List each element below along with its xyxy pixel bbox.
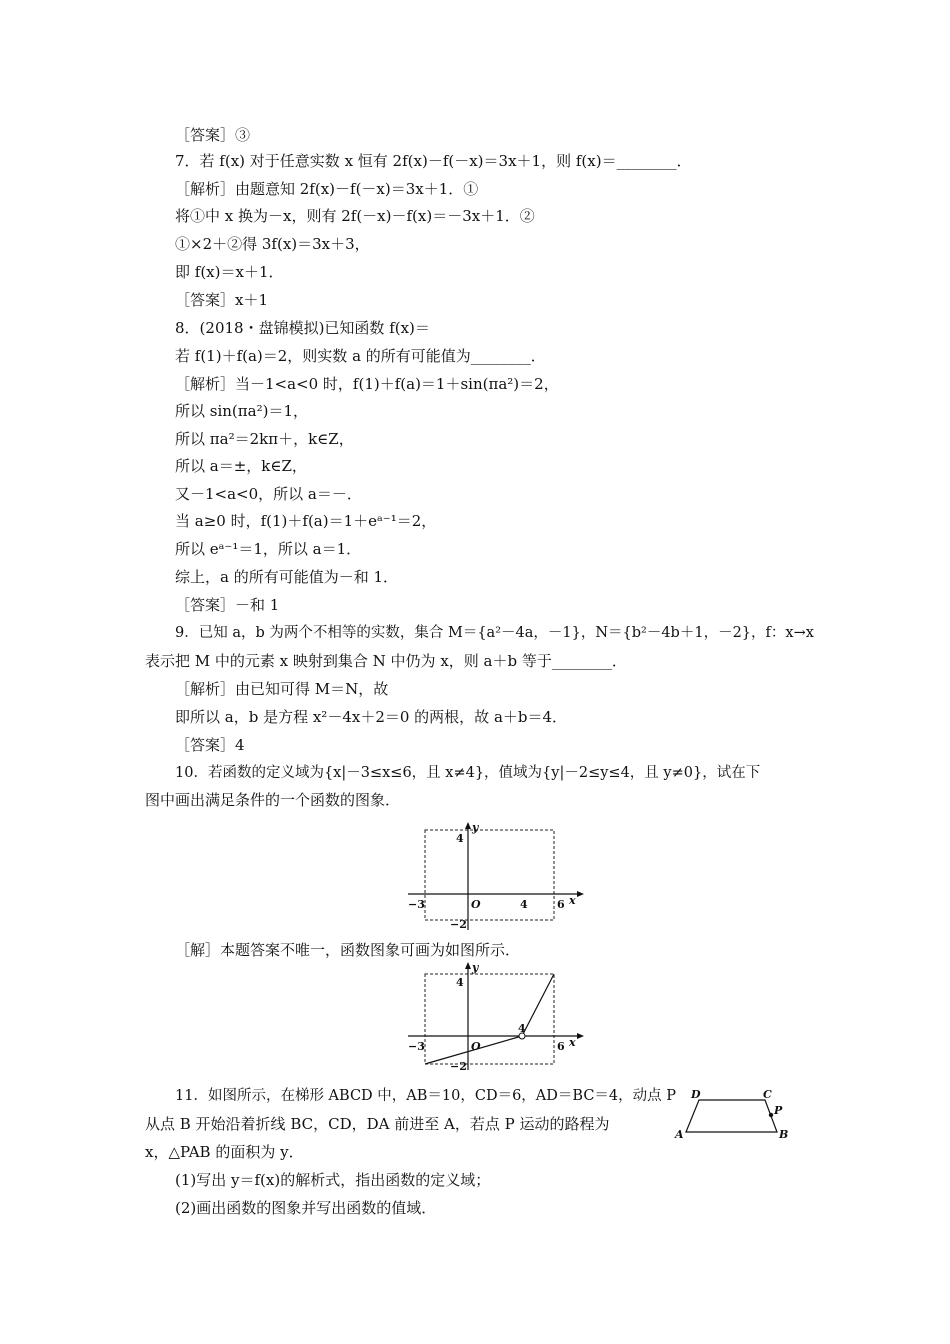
x-axis-label: x (569, 894, 576, 907)
domain-range-box (425, 974, 554, 1064)
y-axis-arrow (465, 962, 471, 969)
question-11-part2: (2)画出函数的图象并写出函数的值域． (175, 1199, 437, 1217)
question-9-line2: 表示把 M 中的元素 x 映射到集合 N 中仍为 x，则 a＋b 等于________． (145, 652, 627, 670)
solution-10: ［解］本题答案不唯一，函数图象可画为如图所示． (175, 941, 521, 959)
analysis-8-line7: 所以 eᵃ⁻¹＝1，所以 a＝1． (175, 540, 362, 558)
analysis-8-line5: 又－1<a<0，所以 a＝－． (175, 485, 362, 503)
question-7: 7．若 f(x) 对于任意实数 x 恒有 2f(x)－f(－x)＝3x＋1，则 f(x)＝________． (175, 152, 692, 170)
blank-coordinate-graph (400, 822, 590, 932)
x-axis-arrow (577, 891, 584, 897)
solution-function-graph (400, 962, 590, 1072)
analysis-8-line3: 所以 πa²＝2kπ＋，k∈Z， (175, 430, 354, 448)
y-axis-label: y (472, 962, 479, 974)
question-11-part1: (1)写出 y＝f(x)的解析式，指出函数的定义域； (175, 1171, 491, 1189)
analysis-8-line2: 所以 sin(πa²)＝1， (175, 402, 308, 420)
x-tick-6: 6 (557, 898, 565, 911)
domain-range-box (425, 830, 554, 920)
x-axis-arrow (577, 1033, 584, 1039)
question-11-line1: 11．如图所示，在梯形 ABCD 中，AB＝10，CD＝6，AD＝BC＝4，动点 P (175, 1088, 677, 1104)
analysis-7-line4: 即 f(x)＝x＋1． (175, 263, 284, 281)
label-C: C (763, 1088, 772, 1101)
label-A: A (675, 1128, 684, 1141)
answer-9: ［答案］4 (175, 736, 245, 754)
analysis-8-line8: 综上，a 的所有可能值为－和 1． (175, 568, 399, 586)
analysis-7-line3: ①×2＋②得 3f(x)＝3x＋3， (175, 235, 370, 253)
answer-8: ［答案］－和 1 (175, 596, 280, 614)
x-tick-4: 4 (518, 1022, 526, 1035)
label-D: D (691, 1088, 701, 1101)
trapezoid-abcd-figure (672, 1086, 797, 1146)
analysis-7-line2: 将①中 x 换为－x，则有 2f(－x)－f(x)＝－3x＋1．② (175, 207, 535, 225)
question-8-line1: 8．(2018・盘锦模拟)已知函数 f(x)＝ (175, 319, 430, 337)
answer-6: ［答案］③ (175, 126, 251, 144)
question-11-line2: 从点 B 开始沿着折线 BC，CD，DA 前进至 A，若点 P 运动的路程为 (145, 1115, 610, 1133)
analysis-9-line1: ［解析］由已知可得 M＝N，故 (175, 680, 389, 698)
label-P: P (774, 1104, 783, 1117)
x-tick-4: 4 (520, 898, 528, 911)
function-curve (425, 974, 554, 1064)
question-11-line3: x，△PAB 的面积为 y． (145, 1143, 304, 1161)
question-9-line1: 9．已知 a，b 为两个不相等的实数，集合 M＝{a²－4a，－1}，N＝{b²－4b＋1，－2}，f：x→x (175, 625, 814, 641)
origin-label: O (471, 1040, 481, 1053)
trapezoid-shape (686, 1100, 777, 1132)
x-tick-neg3: −3 (408, 898, 425, 911)
y-tick-neg2: −2 (450, 1060, 467, 1072)
x-axis-label: x (569, 1036, 576, 1049)
analysis-8-line4: 所以 a＝±，k∈Z， (175, 457, 307, 475)
analysis-8-line6: 当 a≥0 时，f(1)＋f(a)＝1＋eᵃ⁻¹＝2， (175, 512, 437, 530)
analysis-7-line1: ［解析］由题意知 2f(x)－f(－x)＝3x＋1．① (175, 180, 479, 198)
label-B: B (779, 1128, 789, 1141)
question-8-line2: 若 f(1)＋f(a)＝2，则实数 a 的所有可能值为________． (175, 347, 546, 365)
point-p-marker (769, 1113, 773, 1117)
y-axis-label: y (472, 822, 479, 834)
analysis-8-line1: ［解析］当－1<a<0 时，f(1)＋f(a)＝1＋sin(πa²)＝2， (175, 375, 559, 393)
y-tick-4: 4 (456, 976, 464, 989)
analysis-9-line2: 即所以 a，b 是方程 x²－4x＋2＝0 的两根，故 a＋b＝4． (175, 708, 568, 726)
origin-label: O (471, 898, 481, 911)
question-10-line1: 10．若函数的定义域为{x|－3≤x≤6，且 x≠4}，值域为{y|－2≤y≤4，且 y≠0}，试在下 (175, 765, 761, 781)
y-tick-4: 4 (456, 832, 464, 845)
x-tick-6: 6 (557, 1040, 565, 1053)
question-10-line2: 图中画出满足条件的一个函数的图象． (145, 791, 401, 809)
answer-7: ［答案］x＋1 (175, 291, 269, 309)
y-axis-arrow (465, 822, 471, 829)
y-tick-neg2: −2 (450, 918, 467, 931)
x-tick-neg3: −3 (408, 1040, 425, 1053)
